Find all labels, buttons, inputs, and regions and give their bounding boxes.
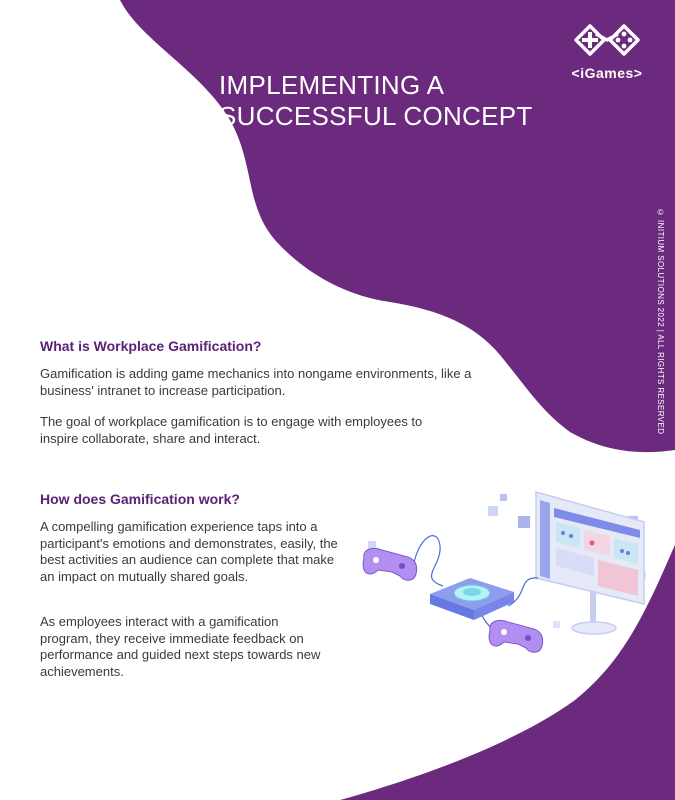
section-paragraph: The goal of workplace gamification is to engage with employees to inspire collaborate, share and interact. bbox=[40, 414, 423, 446]
title-line-1: IMPLEMENTING A bbox=[219, 70, 445, 100]
logo-text: <iGames> bbox=[571, 65, 643, 81]
left-controller-icon bbox=[363, 548, 417, 580]
page-title bbox=[219, 70, 559, 132]
console-icon bbox=[430, 578, 514, 620]
section-paragraph: As employees interact with a gamification program, they receive immediate feedback on performance and guided next steps towards new achievements. bbox=[40, 614, 321, 679]
section-paragraph: A compelling gamification experience taps into a participant's emotions and demonstrates, easily, the best activities an audience can complete that make an impact on mutually shared goals. bbox=[40, 519, 338, 584]
section-paragraph: Gamification is adding game mechanics into nongame environments, like a business' intranet to increase participation. bbox=[40, 366, 472, 398]
right-controller-icon bbox=[489, 620, 543, 652]
section-heading-what: What is Workplace Gamification? bbox=[40, 338, 262, 354]
copyright-notice: © INITIUM SOLUTIONS 2022 | ALL RIGHTS RESERVED bbox=[656, 208, 665, 435]
section-heading-how: How does Gamification work? bbox=[40, 491, 240, 507]
monitor bbox=[536, 492, 644, 634]
title-line-2: SUCCESSFUL CONCEPT bbox=[219, 101, 533, 131]
gaming-setup-illustration bbox=[358, 486, 658, 686]
game-controller-icon bbox=[572, 20, 642, 60]
igames-logo bbox=[566, 20, 648, 84]
